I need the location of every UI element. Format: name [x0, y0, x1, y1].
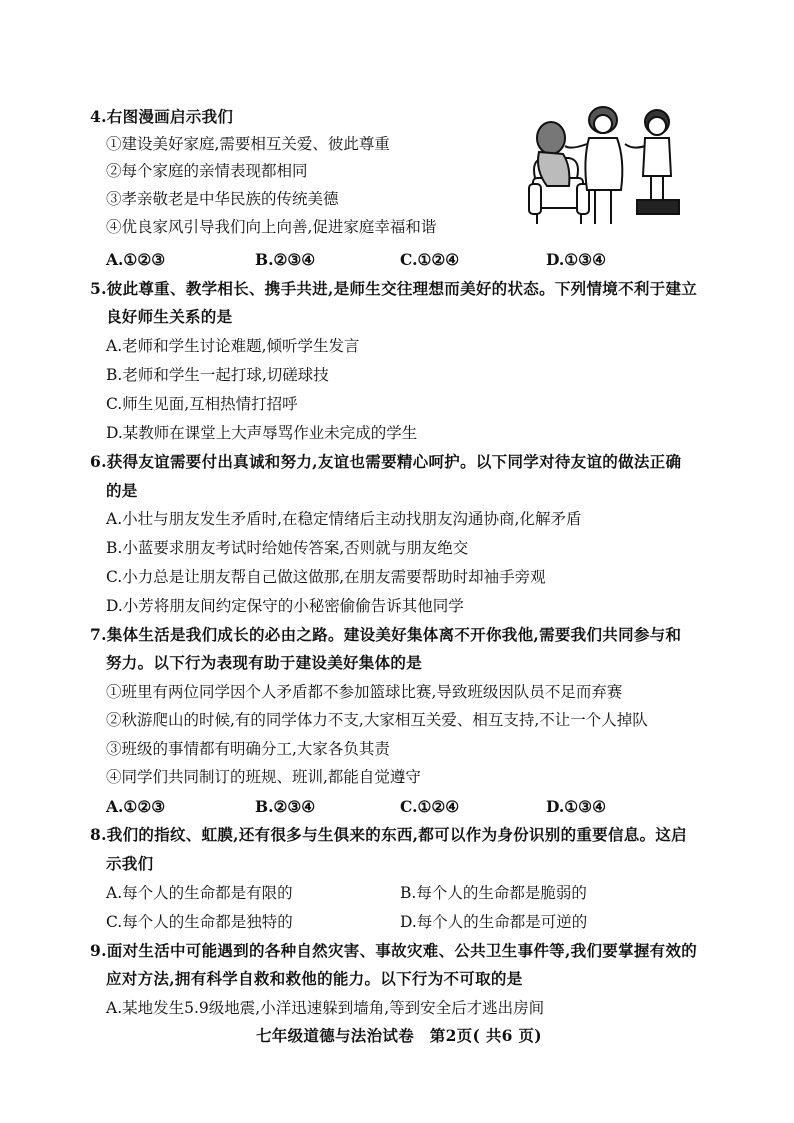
answer-option: C.①②④: [400, 797, 460, 816]
statement: ②秋游爬山的时候,有的同学体力不支,大家相互关爱、相互支持,不让一个人掉队: [106, 711, 648, 729]
question-stem: 5.彼此尊重、教学相长、携手共进,是师生交往理想而美好的状态。下列情境不利于建立: [90, 279, 698, 298]
question-stem-continued: 的是: [106, 481, 138, 500]
question-stem-continued: 应对方法,拥有科学自救和救他的能力。以下行为不可取的是: [106, 969, 523, 988]
answer-option: D.①③④: [546, 797, 606, 816]
answer-option: A.①②③: [106, 250, 166, 269]
answer-option: B.每个人的生命都是脆弱的: [400, 884, 587, 902]
answer-option: C.每个人的生命都是独特的: [106, 913, 293, 931]
page-footer: 七年级道德与法治试卷 第2页( 共6 页): [256, 1026, 542, 1045]
question-stem: 9.面对生活中可能遇到的各种自然灾害、事故灾难、公共卫生事件等,我们要掌握有效的: [90, 941, 698, 960]
answer-option: B.老师和学生一起打球,切磋球技: [106, 366, 329, 384]
question-stem: 7.集体生活是我们成长的必由之路。建设美好集体离不开你我他,需要我们共同参与和: [90, 625, 682, 644]
answer-option: C.师生见面,互相热情打招呼: [106, 395, 298, 413]
answer-option: B.②③④: [255, 250, 316, 269]
answer-option: B.②③④: [255, 797, 316, 816]
family-cartoon-illustration: [525, 100, 693, 232]
statement: ①班里有两位同学因个人矛盾都不参加篮球比赛,导致班级因队员不足而弃赛: [106, 683, 623, 701]
statement: ②每个家庭的亲情表现都相同: [106, 162, 308, 180]
answer-option: D.小芳将朋友间约定保守的小秘密偷偷告诉其他同学: [106, 597, 464, 615]
statement: ④同学们共同制订的班规、班训,都能自觉遵守: [106, 768, 421, 786]
question-stem-continued: 良好师生关系的是: [106, 307, 233, 326]
question-stem-continued: 示我们: [106, 854, 154, 873]
question-stem: 6.获得友谊需要付出真诚和努力,友谊也需要精心呵护。以下同学对待友谊的做法正确: [90, 452, 682, 471]
question-stem-continued: 努力。以下行为表现有助于建设美好集体的是: [106, 653, 423, 672]
statement: ③孝亲敬老是中华民族的传统美德: [106, 190, 339, 208]
answer-option: C.①②④: [400, 250, 460, 269]
answer-option: A.小壮与朋友发生矛盾时,在稳定情绪后主动找朋友沟通协商,化解矛盾: [106, 510, 582, 528]
answer-option: D.每个人的生命都是可逆的: [400, 913, 588, 931]
question-stem: 8.我们的指纹、虹膜,还有很多与生俱来的东西,都可以作为身份识别的重要信息。这启: [90, 825, 687, 844]
answer-option: A.①②③: [106, 797, 166, 816]
answer-option: C.小力总是让朋友帮自己做这做那,在朋友需要帮助时却袖手旁观: [106, 568, 546, 586]
answer-option: A.某地发生5.9级地震,小洋迅速躲到墙角,等到安全后才逃出房间: [106, 999, 545, 1017]
question-stem: 4.右图漫画启示我们: [90, 107, 234, 126]
answer-option: B.小蓝要求朋友考试时给她传答案,否则就与朋友绝交: [106, 539, 469, 557]
statement: ③班级的事情都有明确分工,大家各负其责: [106, 740, 390, 758]
answer-option: A.每个人的生命都是有限的: [106, 884, 293, 902]
answer-option: A.老师和学生讨论难题,倾听学生发言: [106, 337, 360, 355]
answer-option: D.某教师在课堂上大声辱骂作业未完成的学生: [106, 424, 418, 442]
statement: ④优良家风引导我们向上向善,促进家庭幸福和谐: [106, 218, 437, 236]
answer-option: D.①③④: [546, 250, 606, 269]
statement: ①建设美好家庭,需要相互关爱、彼此尊重: [106, 135, 390, 153]
